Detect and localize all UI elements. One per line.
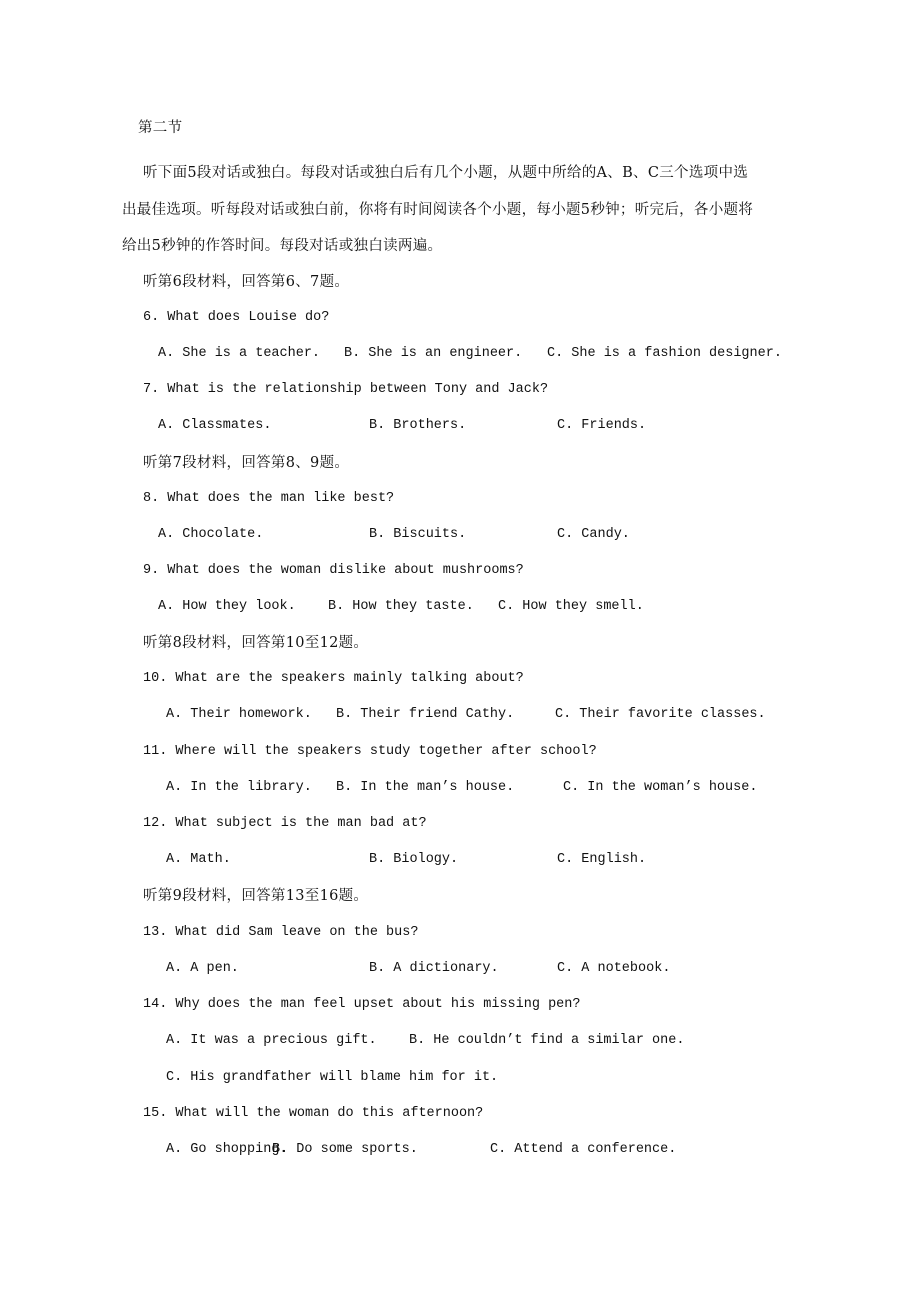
option-c: C. Their favorite classes. — [555, 707, 766, 722]
option-a: A. Chocolate. — [158, 527, 264, 542]
section-title: 第二节 — [138, 120, 183, 136]
option-a: A. Classmates. — [158, 418, 272, 433]
option-a: A. Go shopping. — [166, 1142, 288, 1157]
instruction-line: 给出5秒钟的作答时间。每段对话或独白读两遍。 — [122, 238, 443, 254]
option-b: B. She is an engineer. — [344, 346, 523, 361]
option-b: B. In the man’s house. — [336, 780, 515, 795]
option-c: C. Candy. — [557, 527, 630, 542]
option-c: C. English. — [557, 852, 647, 867]
group-heading: 听第8段材料，回答第10至12题。 — [143, 635, 369, 651]
option-b: B. How they taste. — [328, 599, 474, 614]
instruction-line: 出最佳选项。听每段对话或独白前，你将有时间阅读各个小题，每小题5秒钟；听完后，各小题将 — [122, 202, 754, 218]
option-c: C. His grandfather will blame him for it. — [166, 1070, 499, 1085]
question: 9. What does the woman dislike about mushrooms? — [143, 563, 524, 578]
question: 13. What did Sam leave on the bus? — [143, 925, 419, 940]
question: 10. What are the speakers mainly talking about? — [143, 671, 524, 686]
option-c: C. Friends. — [557, 418, 647, 433]
group-heading: 听第9段材料，回答第13至16题。 — [143, 888, 369, 904]
question: 15. What will the woman do this afternoon? — [143, 1106, 484, 1121]
option-b: B. Biscuits. — [369, 527, 467, 542]
question: 7. What is the relationship between Tony and Jack? — [143, 382, 549, 397]
option-b: B. Their friend Cathy. — [336, 707, 515, 722]
group-heading: 听第6段材料，回答第6、7题。 — [143, 274, 350, 290]
option-a: A. How they look. — [158, 599, 296, 614]
option-a: A. It was a precious gift. — [166, 1033, 377, 1048]
question: 14. Why does the man feel upset about his missing pen? — [143, 997, 581, 1012]
instruction-line: 听下面5段对话或独白。每段对话或独白后有几个小题，从题中所给的A、B、C三个选项中选 — [143, 165, 749, 181]
question: 8. What does the man like best? — [143, 491, 395, 506]
question: 6. What does Louise do? — [143, 310, 330, 325]
option-c: C. In the woman’s house. — [563, 780, 758, 795]
option-c: C. Attend a conference. — [490, 1142, 677, 1157]
option-a: A. A pen. — [166, 961, 239, 976]
option-a: A. In the library. — [166, 780, 312, 795]
option-a: A. She is a teacher. — [158, 346, 321, 361]
option-b: B. Biology. — [369, 852, 459, 867]
option-a: A. Their homework. — [166, 707, 312, 722]
option-c: C. A notebook. — [557, 961, 671, 976]
option-b: B. He couldn’t find a similar one. — [409, 1033, 685, 1048]
question: 12. What subject is the man bad at? — [143, 816, 427, 831]
group-heading: 听第7段材料，回答第8、9题。 — [143, 455, 350, 471]
option-c: C. How they smell. — [498, 599, 644, 614]
option-b: B. Brothers. — [369, 418, 467, 433]
option-b: B. A dictionary. — [369, 961, 499, 976]
question: 11. Where will the speakers study together after school? — [143, 744, 597, 759]
option-a: A. Math. — [166, 852, 231, 867]
option-c: C. She is a fashion designer. — [547, 346, 782, 361]
option-b: B. Do some sports. — [272, 1142, 418, 1157]
